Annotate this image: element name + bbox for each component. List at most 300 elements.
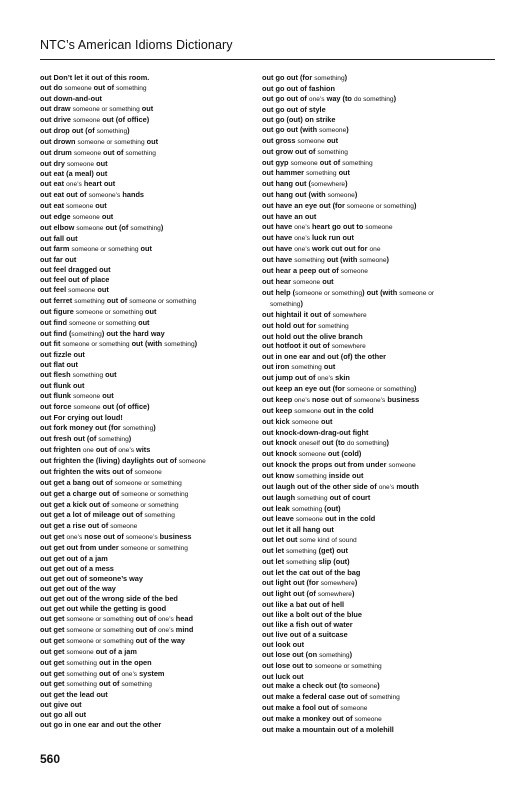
entry-phrase: like a bat out of hell bbox=[275, 599, 345, 609]
entry-keyword: out bbox=[40, 668, 54, 678]
entry-keyword: out bbox=[262, 395, 276, 405]
index-entry bbox=[262, 504, 487, 515]
entry-keyword: out bbox=[40, 73, 54, 82]
entry-keyword: out bbox=[262, 578, 276, 588]
index-entry bbox=[262, 222, 487, 233]
index-entry bbox=[40, 434, 265, 445]
index-entry bbox=[262, 610, 487, 620]
index-entry bbox=[40, 500, 265, 511]
entry-placeholder: something bbox=[319, 651, 350, 659]
index-entry bbox=[40, 658, 265, 669]
entry-placeholder: someone or something bbox=[68, 319, 137, 327]
entry-keyword: out bbox=[262, 427, 276, 437]
entry-phrase: business bbox=[385, 395, 420, 405]
entry-keyword: out bbox=[262, 362, 276, 372]
index-entry bbox=[262, 105, 487, 115]
entry-phrase: out bbox=[99, 212, 114, 222]
entry-phrase: mind bbox=[173, 624, 194, 634]
entry-keyword: out bbox=[40, 521, 54, 531]
entry-placeholder: one’s bbox=[378, 483, 395, 491]
entry-placeholder: someone’s bbox=[353, 397, 386, 405]
entry-keyword: out bbox=[40, 339, 54, 349]
entry-phrase: out in the open bbox=[96, 657, 152, 667]
index-entry bbox=[40, 265, 265, 275]
entry-phrase: laugh bbox=[275, 492, 298, 502]
entry-placeholder: something bbox=[130, 225, 161, 233]
entry-phrase: drum bbox=[53, 147, 74, 157]
entry-placeholder: something bbox=[369, 694, 400, 702]
entry-phrase: knock bbox=[275, 437, 299, 447]
index-entry bbox=[40, 212, 265, 223]
entry-phrase: get out of the wrong side of the bed bbox=[53, 593, 178, 603]
entry-phrase: ferret bbox=[53, 295, 75, 305]
entry-keyword: out bbox=[262, 341, 276, 351]
entry-phrase: get the lead out bbox=[53, 690, 108, 700]
index-entry bbox=[262, 352, 487, 362]
entry-phrase: drive bbox=[53, 114, 74, 124]
index-entry bbox=[262, 672, 487, 682]
entry-keyword: out bbox=[40, 147, 54, 157]
entry-phrase: out bbox=[324, 135, 339, 145]
index-entry bbox=[262, 310, 487, 321]
entry-phrase: knock the props out from under bbox=[275, 459, 389, 469]
entry-keyword: out bbox=[262, 639, 276, 649]
entry-phrase: make a monkey out of bbox=[275, 714, 355, 724]
entry-phrase: draw bbox=[53, 103, 73, 113]
entry-keyword: out bbox=[262, 535, 276, 545]
entry-keyword: out bbox=[40, 444, 54, 454]
entry-phrase: keep bbox=[275, 395, 295, 405]
entry-phrase: work cut out for bbox=[309, 244, 370, 253]
entry-placeholder: someone or something bbox=[66, 615, 134, 623]
entry-phrase: light out (for bbox=[275, 578, 321, 588]
entry-phrase: get bbox=[53, 668, 67, 678]
entry-phrase: out (of bbox=[103, 223, 131, 233]
entry-phrase: let out bbox=[275, 535, 300, 545]
entry-phrase: out of a jam bbox=[93, 646, 137, 656]
entry-phrase: out of bbox=[91, 82, 117, 92]
entry-phrase: lose out to bbox=[275, 660, 315, 670]
entry-phrase: drop out (of bbox=[53, 125, 97, 135]
entry-phrase: heart out bbox=[81, 179, 116, 189]
entry-phrase: lose out (on bbox=[275, 649, 320, 659]
entry-keyword: out bbox=[262, 681, 276, 691]
entry-phrase: get a kick out of bbox=[53, 499, 112, 509]
entry-phrase: out (to bbox=[320, 437, 347, 447]
entry-keyword: out bbox=[262, 503, 276, 513]
entry-placeholder: someone bbox=[64, 84, 92, 92]
index-entry bbox=[40, 329, 265, 340]
entry-phrase: give out bbox=[53, 700, 82, 710]
entry-placeholder: someone or bbox=[399, 289, 435, 297]
entry-phrase: out in the cold bbox=[323, 514, 376, 524]
index-entry bbox=[40, 169, 265, 179]
entry-phrase: elbow bbox=[53, 223, 77, 233]
entry-phrase: live out of a suitcase bbox=[275, 629, 348, 639]
entry-phrase: out bbox=[95, 284, 109, 294]
index-entry bbox=[40, 296, 265, 307]
entry-placeholder: one’s bbox=[66, 534, 83, 542]
entry-phrase: ) bbox=[354, 578, 358, 588]
entry-placeholder: someone or something bbox=[121, 490, 189, 498]
entry-placeholder: someone bbox=[350, 683, 378, 691]
entry-keyword: out bbox=[262, 124, 276, 134]
index-entry bbox=[262, 600, 487, 610]
entry-phrase: out bbox=[318, 417, 333, 426]
index-entry bbox=[40, 445, 265, 456]
entry-phrase: ) bbox=[194, 339, 198, 349]
entry-phrase: make a mountain out of a molehill bbox=[275, 725, 394, 735]
entry-phrase: figure bbox=[53, 306, 76, 316]
entry-phrase: get a lot of mileage out of bbox=[53, 510, 145, 520]
entry-placeholder: someone bbox=[319, 126, 347, 134]
index-entry bbox=[40, 489, 265, 500]
index-entry bbox=[262, 168, 487, 179]
entry-phrase: leave bbox=[275, 514, 296, 524]
entry-keyword: out bbox=[40, 103, 54, 113]
entry-phrase: ) bbox=[128, 433, 132, 443]
entry-placeholder: one’s bbox=[158, 615, 174, 623]
entry-keyword: out bbox=[262, 599, 276, 609]
index-entry bbox=[262, 681, 487, 692]
index-entry bbox=[262, 650, 487, 661]
entry-phrase: go out (for bbox=[275, 73, 315, 82]
index-entry bbox=[40, 223, 265, 234]
entry-phrase: make a check out (to bbox=[275, 681, 351, 691]
entry-phrase: kick bbox=[275, 417, 292, 426]
index-entry bbox=[40, 137, 265, 148]
index-entry bbox=[40, 554, 265, 564]
entry-phrase: grow out of bbox=[275, 146, 318, 156]
index-entry bbox=[262, 725, 487, 735]
entry-placeholder: something bbox=[286, 548, 317, 556]
entry-phrase: let it all hang out bbox=[275, 525, 334, 535]
entry-placeholder: someone bbox=[73, 116, 101, 124]
index-entry bbox=[262, 589, 487, 600]
entry-keyword: out bbox=[40, 477, 54, 487]
index-entry bbox=[262, 428, 487, 438]
entry-keyword: out bbox=[262, 629, 276, 639]
index-entry bbox=[262, 190, 487, 201]
entry-keyword: out bbox=[40, 264, 54, 274]
index-entry bbox=[262, 277, 487, 288]
entry-phrase: out of bbox=[96, 668, 122, 678]
index-entry bbox=[40, 370, 265, 381]
entry-phrase: out of bbox=[93, 444, 119, 454]
index-entry bbox=[262, 373, 487, 384]
entry-placeholder: someone or something bbox=[114, 479, 182, 487]
entry-keyword: out bbox=[262, 93, 276, 103]
index-entry bbox=[262, 233, 487, 244]
entry-phrase: way (to bbox=[324, 93, 354, 103]
entry-placeholder: something bbox=[66, 659, 97, 667]
entry-keyword: out bbox=[40, 244, 54, 253]
entry-phrase: (get) out bbox=[316, 546, 348, 556]
index-entry bbox=[40, 244, 265, 255]
entry-phrase: out of court bbox=[327, 492, 371, 502]
entry-placeholder: one’s bbox=[317, 375, 334, 383]
entry-keyword: out bbox=[262, 384, 276, 394]
entry-phrase: hands bbox=[120, 190, 145, 200]
entry-keyword: out bbox=[262, 201, 276, 211]
entry-keyword: out bbox=[40, 466, 54, 476]
entry-keyword: out bbox=[40, 532, 54, 542]
entry-phrase: ) bbox=[345, 179, 348, 189]
entry-keyword: out bbox=[262, 222, 276, 232]
entry-phrase: fit bbox=[53, 339, 63, 349]
entry-placeholder: something bbox=[296, 472, 327, 480]
entry-placeholder: someone bbox=[295, 516, 324, 524]
index-entry bbox=[262, 449, 487, 460]
index-entry bbox=[262, 535, 487, 546]
entry-phrase: get out from under bbox=[53, 543, 121, 553]
entry-phrase: force bbox=[53, 402, 74, 412]
entry-phrase: get out of a mess bbox=[53, 564, 114, 574]
entry-phrase: hightail it out of bbox=[275, 309, 333, 319]
index-entry bbox=[40, 647, 265, 658]
index-entry bbox=[40, 614, 265, 625]
index-entry bbox=[262, 406, 487, 417]
entry-placeholder: something bbox=[144, 512, 175, 520]
entry-phrase: ) bbox=[153, 422, 156, 432]
entry-keyword: out bbox=[40, 179, 54, 189]
entry-phrase: ) bbox=[346, 124, 349, 134]
index-entry bbox=[262, 640, 487, 650]
entry-phrase: get a bang out of bbox=[53, 477, 115, 487]
entry-phrase: ) bbox=[344, 73, 348, 82]
entry-phrase: hear bbox=[275, 276, 294, 286]
entry-keyword: out bbox=[262, 135, 276, 145]
entry-phrase: out (of office) bbox=[100, 402, 150, 412]
entry-phrase: out bbox=[138, 244, 152, 253]
entry-keyword: out bbox=[40, 635, 54, 645]
entry-keyword: out bbox=[40, 234, 54, 244]
entry-keyword: out bbox=[262, 104, 276, 114]
entry-keyword: out bbox=[40, 295, 54, 305]
index-entry bbox=[262, 620, 487, 630]
index-entry bbox=[262, 714, 487, 725]
entry-placeholder: someone or something bbox=[72, 105, 140, 113]
entry-phrase: have an eye out (for bbox=[275, 201, 347, 211]
entry-phrase: knock-down-drag-out fight bbox=[275, 427, 369, 437]
entry-placeholder: some kind of sound bbox=[299, 537, 357, 545]
entry-placeholder: somewhere bbox=[320, 580, 355, 588]
entry-keyword: out bbox=[262, 660, 276, 670]
entry-phrase: hear a peep out of bbox=[275, 265, 341, 275]
entry-phrase: ) bbox=[386, 254, 389, 264]
index-entry bbox=[40, 381, 265, 391]
entry-placeholder: someone bbox=[293, 278, 321, 286]
entry-keyword: out bbox=[262, 714, 276, 724]
entry-placeholder: someone bbox=[73, 149, 102, 157]
entry-placeholder: someone or something bbox=[314, 662, 382, 670]
page-number: 560 bbox=[40, 752, 61, 766]
entry-phrase: look out bbox=[275, 639, 305, 649]
entry-phrase: do bbox=[53, 82, 65, 92]
entry-phrase: out bbox=[94, 158, 108, 168]
index-entry bbox=[40, 275, 265, 285]
entry-phrase: out (cold) bbox=[325, 448, 362, 458]
entry-phrase: get a charge out of bbox=[53, 488, 122, 498]
entry-placeholder: somewhere bbox=[331, 343, 366, 351]
entry-keyword: out bbox=[40, 433, 54, 443]
entry-keyword: out bbox=[40, 679, 54, 689]
index-entry bbox=[40, 94, 265, 104]
entry-phrase: feel bbox=[53, 284, 69, 294]
entry-keyword: out bbox=[262, 73, 276, 82]
entry-phrase: leak bbox=[275, 503, 292, 513]
index-entry bbox=[262, 438, 487, 449]
entry-phrase: get out of someone’s way bbox=[53, 574, 143, 584]
entry-placeholder: someone bbox=[68, 286, 96, 294]
entry-placeholder: someone bbox=[327, 192, 355, 200]
entry-phrase: get bbox=[53, 657, 67, 667]
entry-keyword: out bbox=[262, 190, 276, 200]
entry-placeholder: someone or something bbox=[295, 289, 363, 297]
header-rule bbox=[40, 59, 495, 60]
entry-placeholder: do something bbox=[346, 439, 387, 447]
index-entry bbox=[40, 339, 265, 350]
entry-phrase: let the cat out of the bag bbox=[275, 568, 361, 578]
entry-keyword: out bbox=[40, 158, 54, 168]
entry-phrase: find bbox=[53, 317, 69, 327]
index-entry bbox=[40, 201, 265, 212]
entry-phrase: feel dragged out bbox=[53, 264, 111, 274]
entry-keyword: out bbox=[262, 320, 276, 330]
entry-phrase: have bbox=[275, 222, 295, 232]
index-entry bbox=[40, 190, 265, 201]
entry-keyword: out bbox=[262, 276, 276, 286]
index-entry bbox=[40, 255, 265, 265]
entry-keyword: out bbox=[40, 391, 54, 401]
entry-phrase: For crying out loud! bbox=[53, 413, 123, 422]
entry-phrase: nose out of bbox=[82, 532, 126, 542]
entry-phrase: keep bbox=[275, 406, 295, 416]
entry-phrase: make a federal case out of bbox=[275, 692, 370, 702]
index-entry bbox=[262, 158, 487, 169]
entry-phrase: hang out (with bbox=[275, 190, 328, 200]
entry-placeholder: something bbox=[270, 300, 301, 308]
entry-phrase: out of bbox=[101, 147, 126, 157]
entry-keyword: out bbox=[40, 360, 54, 370]
entry-placeholder: someone bbox=[73, 404, 101, 412]
entry-phrase: out (with bbox=[324, 254, 360, 264]
entry-keyword: out bbox=[40, 603, 54, 613]
entry-keyword: out bbox=[262, 254, 276, 264]
entry-keyword: out bbox=[262, 212, 276, 222]
entry-keyword: out bbox=[262, 168, 276, 178]
entry-placeholder: someone bbox=[294, 408, 322, 416]
entry-phrase: iron bbox=[275, 362, 292, 372]
index-entry bbox=[40, 584, 265, 594]
entry-keyword: out bbox=[40, 370, 54, 380]
entry-phrase: eat out of bbox=[53, 190, 89, 200]
index-entry bbox=[262, 201, 487, 212]
index-entry bbox=[262, 299, 487, 310]
entry-keyword: out bbox=[40, 624, 54, 634]
entry-phrase: ) bbox=[354, 190, 358, 200]
entry-phrase: feel out of place bbox=[53, 274, 110, 284]
entry-phrase: jump out of bbox=[275, 373, 318, 383]
entry-keyword: out bbox=[40, 169, 54, 179]
entry-keyword: out bbox=[40, 690, 54, 700]
entry-placeholder: someone bbox=[110, 523, 138, 531]
entry-phrase: nose out of bbox=[309, 395, 354, 405]
entry-keyword: out bbox=[262, 448, 276, 458]
entry-placeholder: something bbox=[74, 297, 105, 305]
entry-keyword: out bbox=[40, 306, 54, 316]
index-entry bbox=[40, 574, 265, 584]
index-entry bbox=[262, 630, 487, 640]
entry-placeholder: one’s bbox=[294, 246, 310, 253]
entry-placeholder: oneself bbox=[298, 439, 320, 447]
entry-placeholder: someone’s bbox=[88, 192, 121, 200]
index-entry bbox=[40, 402, 265, 413]
entry-phrase: Don’t let it out of this room. bbox=[53, 73, 150, 82]
index-entry bbox=[40, 73, 265, 83]
entry-placeholder: one’s bbox=[118, 446, 134, 454]
index-entry bbox=[262, 568, 487, 578]
index-entry bbox=[40, 159, 265, 170]
entry-phrase: skin bbox=[333, 373, 350, 383]
entry-phrase: like a fish out of water bbox=[275, 619, 353, 629]
entry-phrase: ) bbox=[386, 437, 389, 447]
index-entry bbox=[40, 423, 265, 434]
entry-keyword: out bbox=[262, 287, 276, 297]
entry-placeholder: one’s bbox=[158, 626, 174, 634]
entry-keyword: out bbox=[40, 114, 54, 124]
entry-phrase: hotfoot it out of bbox=[275, 341, 332, 351]
entry-phrase: out bbox=[93, 201, 107, 211]
entry-phrase: get bbox=[53, 679, 67, 689]
entry-phrase: out of bbox=[317, 157, 343, 167]
right-column bbox=[262, 73, 487, 735]
entry-keyword: out bbox=[40, 574, 54, 584]
entry-phrase: hammer bbox=[275, 168, 307, 178]
entry-phrase: ) bbox=[413, 201, 417, 211]
entry-keyword: out bbox=[40, 254, 54, 264]
entry-phrase: laugh out of the other side of bbox=[275, 481, 379, 491]
entry-keyword: out bbox=[40, 499, 54, 509]
entry-keyword: out bbox=[40, 720, 54, 730]
entry-phrase: get bbox=[53, 532, 67, 542]
index-entry bbox=[262, 212, 487, 222]
entry-keyword: out bbox=[262, 244, 276, 253]
entry-placeholder: something bbox=[291, 505, 323, 513]
entry-phrase: in one ear and out (of) the other bbox=[275, 352, 387, 362]
index-entry bbox=[40, 350, 265, 360]
entry-placeholder: one’s bbox=[308, 95, 325, 103]
entry-placeholder: something bbox=[164, 341, 195, 349]
entry-keyword: out bbox=[40, 584, 54, 593]
entry-placeholder: someone or something bbox=[75, 308, 143, 316]
entry-placeholder: someone bbox=[66, 160, 95, 168]
entry-placeholder: someone bbox=[388, 461, 416, 469]
entry-keyword: out bbox=[262, 146, 276, 156]
entry-phrase: ) bbox=[377, 681, 380, 691]
entry-keyword: out bbox=[262, 352, 276, 362]
entry-placeholder: someone bbox=[72, 214, 100, 222]
entry-placeholder: someone bbox=[76, 225, 104, 233]
entry-phrase: go out (with bbox=[275, 124, 320, 134]
entry-placeholder: something bbox=[121, 681, 152, 689]
entry-keyword: out bbox=[40, 136, 54, 146]
entry-keyword: out bbox=[262, 437, 276, 447]
entry-phrase: out bbox=[139, 103, 154, 113]
index-entry bbox=[40, 543, 265, 554]
entry-keyword: out bbox=[40, 82, 54, 92]
entry-keyword: out bbox=[262, 265, 276, 275]
